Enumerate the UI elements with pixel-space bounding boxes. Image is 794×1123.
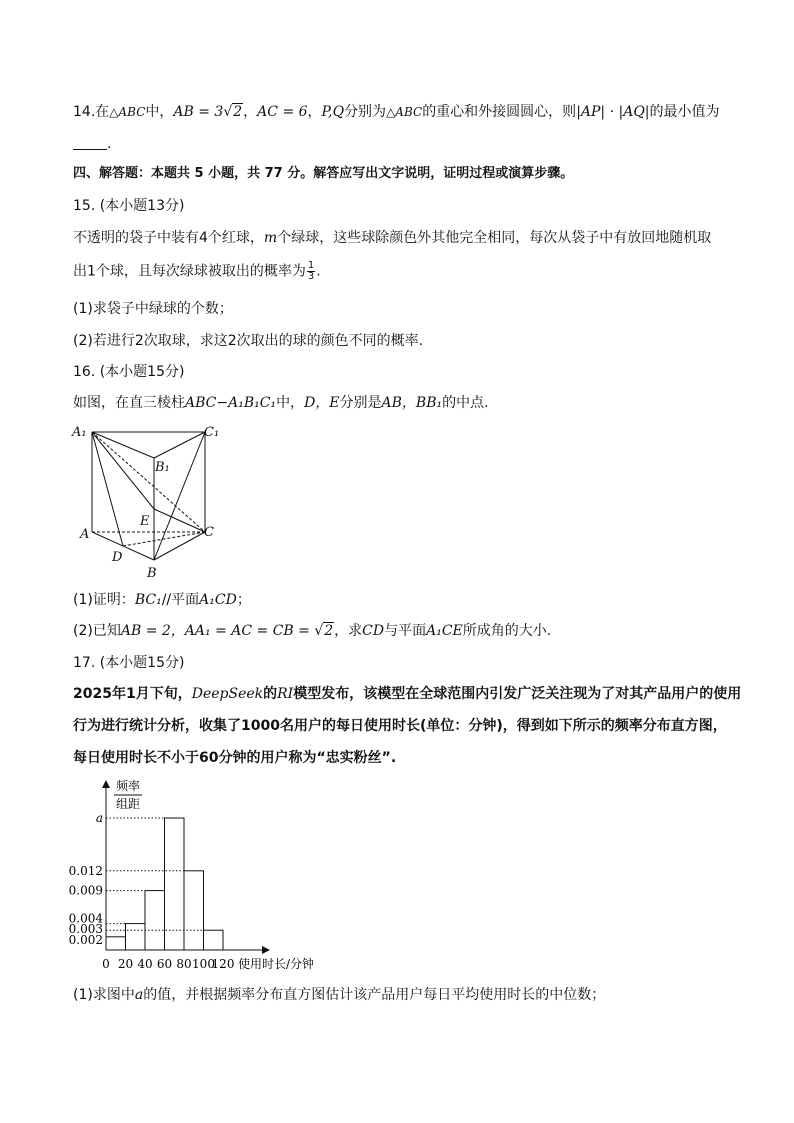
math-expr: D，E [304,395,340,411]
math-expr: A₁CD [199,592,237,608]
math-expr: CD [362,623,385,639]
question-17-line2: 行为进行统计分析，收集了1000名用户的每日使用时长(单位：分钟)，得到如下所示的频率分布直方图， [73,718,727,734]
q16-text: (2)已知 [73,623,121,639]
q15-text: 出1个球，且每次绿球被取出的概率为 [73,263,306,280]
x-tick-label: 0 [102,957,110,971]
question-16-line1 [73,393,489,413]
q14-text: ， [307,104,322,120]
question-15-header: 15. (本小题13分) [73,198,185,214]
math-expr: AB，BB₁ [381,395,443,411]
math-var: m [263,230,278,246]
edge-C1B1 [154,432,205,458]
histogram-bar [145,891,165,950]
question-17-line3: 每日使用时长不小于60分钟的用户称为“忠实粉丝”. [73,750,397,766]
segment-A1D [92,432,123,546]
question-15-line1 [73,228,711,248]
triangle-symbol: △ABC [386,105,423,119]
label-A1: A₁ [72,425,87,440]
q15-text: 个绿球，这些球除颜色外其他完全相同，每次从袋子中有放回地随机取 [277,230,712,246]
prism-figure [70,420,230,585]
question-16-header: 16. (本小题15分) [73,364,185,380]
answer-blank-line [73,134,111,154]
math-expr: DeepSeek [191,686,264,702]
q14-text: 的最小值为 [649,104,720,120]
q16-text: (1)证明： [73,592,135,608]
y-tick-label: 0.009 [68,883,103,898]
q15-text: 不透明的袋子中装有4个红球， [73,230,264,246]
histogram-bar [106,937,126,950]
edge-A1B1 [92,432,154,458]
label-C: C [204,525,214,540]
y-tick-label: 0.003 [68,922,103,937]
y-tick-label: 0.002 [68,932,103,947]
q14-text: 的重心和外接圆圆心，则 [422,104,577,120]
math-var: a [134,987,144,1003]
section-heading: 四、解答题：本题共 5 小题，共 77 分。解答应写出文字说明，证明过程或演算步骤。 [73,166,574,181]
q14-text: 分别为 [344,104,387,120]
q16-text: 的中点. [442,395,489,411]
math-expr: AB = 3 [173,104,224,120]
radicand: 2 [324,623,334,639]
label-A: A [80,527,90,542]
question-17-part1 [73,985,605,1005]
q14-text: 在 [95,104,110,120]
x-tick-label: 40 [137,957,153,971]
segment-BC1 [154,432,205,560]
q16-text: 分别是 [339,395,382,411]
q17-text: 的 [263,686,278,702]
q14-text: . [107,136,112,152]
math-expr: AB = 2，AA₁ = AC = CB = [120,623,315,639]
q17-text: 2025年1月下旬， [73,686,192,702]
q17-text: 的值，并根据频率分布直方图估计该产品用户每日平均使用时长的中位数； [143,987,606,1003]
math-expr: P,Q [321,104,345,120]
x-tick-label: 80 [176,957,192,971]
x-tick-label: 120 [211,957,235,971]
question-17-line1 [73,684,741,704]
x-tick-label: 60 [156,957,173,971]
histogram-bar [184,871,204,950]
sqrt-symbol: √ [223,104,233,120]
label-C1: C₁ [204,425,220,440]
q15-text: . [316,263,321,280]
question-16-part2 [73,621,551,641]
question-15-part1: (1)求袋子中绿球的个数； [73,301,233,317]
y-tick-label: 0.012 [68,863,103,878]
histogram-bar [204,930,224,950]
segment-A1E [92,432,154,509]
q16-text: 中， [276,395,305,411]
question-17-header: 17. (本小题15分) [73,655,185,671]
label-E: E [140,514,150,529]
label-D: D [112,550,123,565]
question-15-line2 [73,261,321,282]
answer-blank[interactable] [73,135,107,150]
q17-text: (1)求图中 [73,987,135,1003]
y-tick-label: a [95,811,103,825]
y-tick-label: 0.004 [68,911,103,926]
segment-EC [154,509,205,532]
vector-magnitude-expr: |AP| · |AQ| [576,104,650,120]
label-B: B [147,566,157,581]
x-tick-label: 20 [117,957,134,971]
q16-text: 所成角的大小. [462,623,552,639]
radicand: 2 [233,104,243,120]
sqrt-symbol: √ [314,623,324,639]
q16-text: 如图，在直三棱柱 [73,395,185,411]
math-expr: A₁CE [426,623,463,639]
x-tick-label: 100 [192,957,215,971]
x-axis-label: 使用时长/分钟 [238,957,315,971]
fraction [307,261,315,282]
numerator: 1 [307,260,315,271]
histogram-bar [165,818,185,950]
histogram-bar [126,924,146,950]
question-16-part1 [73,590,251,610]
q16-text: ，求 [334,623,363,639]
math-expr: RI [277,686,294,702]
q14-text: ， [243,104,258,120]
triangle-symbol: △ABC [109,105,146,119]
question-number: 14. [73,104,96,120]
y-axis-label-bottom: 组距 [116,797,141,811]
frequency-histogram [66,776,346,981]
q16-text: //平面 [161,592,200,608]
question-15-part2: (2)若进行2次取球，求这2次取出的球的颜色不同的概率. [73,333,424,349]
label-B1: B₁ [155,460,170,475]
q16-text: ； [236,592,251,608]
question-14 [73,102,720,122]
math-expr: BC₁ [134,592,162,608]
math-expr: ABC−A₁B₁C₁ [185,395,277,411]
denominator: 3 [307,271,315,282]
q14-text: 中， [145,104,174,120]
q16-text: 与平面 [384,623,427,639]
math-expr: AC = 6 [257,104,308,120]
q17-text: 模型发布，该模型在全球范围内引发广泛关注现为了对其产品用户的使用 [293,686,742,702]
y-axis-label-top: 频率 [116,779,141,793]
